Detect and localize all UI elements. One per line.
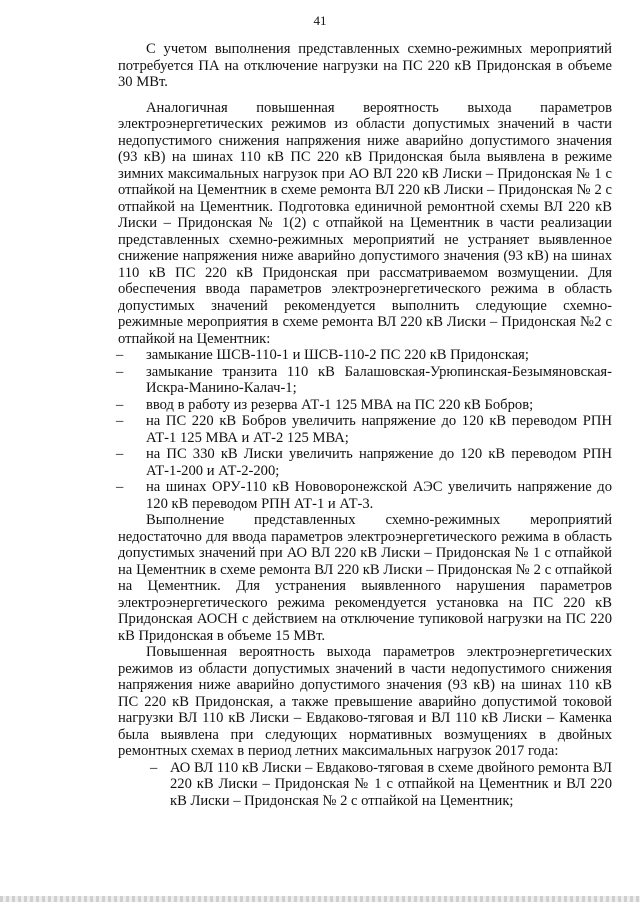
scan-edge-divider [0,896,640,902]
measures-list [118,347,612,512]
page-number: 41 [313,13,327,28]
list-item: – на шинах ОРУ-110 кВ Нововоронежской АЭС увеличить напряжение до 120 кВ переводом РПН АТ-1 и АТ-3. [114,479,612,512]
list-item: – на ПС 220 кВ Бобров увеличить напряжение до 120 кВ переводом РПН АТ-1 125 МВА и АТ-2 125 МВА; [114,413,612,446]
paragraph-1: С учетом выполнения представленных схемно-режимных мероприятий потребуется ПА на отключение нагрузки на ПС 220 кВ Придонская в объеме 30 МВт. [118,41,612,90]
list-item: – замыкание транзита 110 кВ Балашовская-Урюпинская-Безымяновская-Искра-Манино-Калач-1; [114,364,612,397]
paragraph-3: Выполнение представленных схемно-режимных мероприятий недостаточно для ввода параметров электроэнергетического режима в область допустимых значений при АО ВЛ 220 кВ Лиски – Придонская № 1 с отпайкой на Цементник в схеме ремонта ВЛ 220 кВ Лиски – Придонская № 2 с отпайкой на Цементник. Для устранения выявленного нарушения параметров электроэнергетического режима рекомендуется установка на ПС 220 кВ Придонская АОСН с действием на отключение тупиковой нагрузки на ПС 220 кВ Придонская в объеме 15 МВт. [118,512,612,644]
list-item: – ввод в работу из резерва АТ-1 125 МВА на ПС 220 кВ Бобров; [114,397,612,414]
document-body [118,41,612,809]
paragraph-4: Повышенная вероятность выхода параметров электроэнергетических режимов из области допустимых значений в части недопустимого снижения напряжения ниже аварийно допустимого значения (93 кВ) на шинах 110 кВ ПС 220 кВ Придонская, а также превышение аварийно допустимой токовой нагрузки ВЛ 110 кВ Лиски – Евдаково-тяговая и ВЛ 110 кВ Лиски – Каменка была выявлена при следующих нормативных возмущениях в двойных ремонтных схемах в период летних максимальных нагрузок 2017 года: [118,644,612,759]
list-item: – замыкание ШСВ-110-1 и ШСВ-110-2 ПС 220 кВ Придонская; [114,347,612,364]
list-item: – на ПС 330 кВ Лиски увеличить напряжение до 120 кВ переводом РПН АТ-1-200 и АТ-2-200; [114,446,612,479]
paragraph-2: Аналогичная повышенная вероятность выхода параметров электроэнергетических режимов из области допустимых значений в части недопустимого снижения напряжения ниже аварийно допустимого значения (93 кВ) на шинах 110 кВ ПС 220 кВ Придонская была выявлена в режиме зимних максимальных нагрузок при АО ВЛ 220 кВ Лиски – Придонская № 1 с отпайкой на Цементник в схеме ремонта ВЛ 220 кВ Лиски – Придонская № 2 с отпайкой на Цементник. Подготовка единичной ремонтной схемы ВЛ 220 кВ Лиски – Придонская № 1(2) с отпайкой на Цементник в части реализации представленных схемно-режимных мероприятий не устраняет выявленное снижение напряжения ниже аварийно допустимого значения (93 кВ) на шинах 110 кВ ПС 220 кВ Придонская при рассматриваемом возмущении. Для обеспечения ввода параметров электроэнергетического режима в область допустимых значений рекомендуется выполнить следующие схемно-режимные мероприятия в схеме ремонта ВЛ 220 кВ Лиски – Придонская №2 с отпайкой на Цементник: [118,99,612,347]
list-item: – АО ВЛ 110 кВ Лиски – Евдаково-тяговая в схеме двойного ремонта ВЛ 220 кВ Лиски – Придонская № 1 с отпайкой на Цементник и ВЛ 220 кВ Лиски – Придонская № 2 с отпайкой на Цементник; [148,760,612,810]
disturbances-list [148,760,612,810]
